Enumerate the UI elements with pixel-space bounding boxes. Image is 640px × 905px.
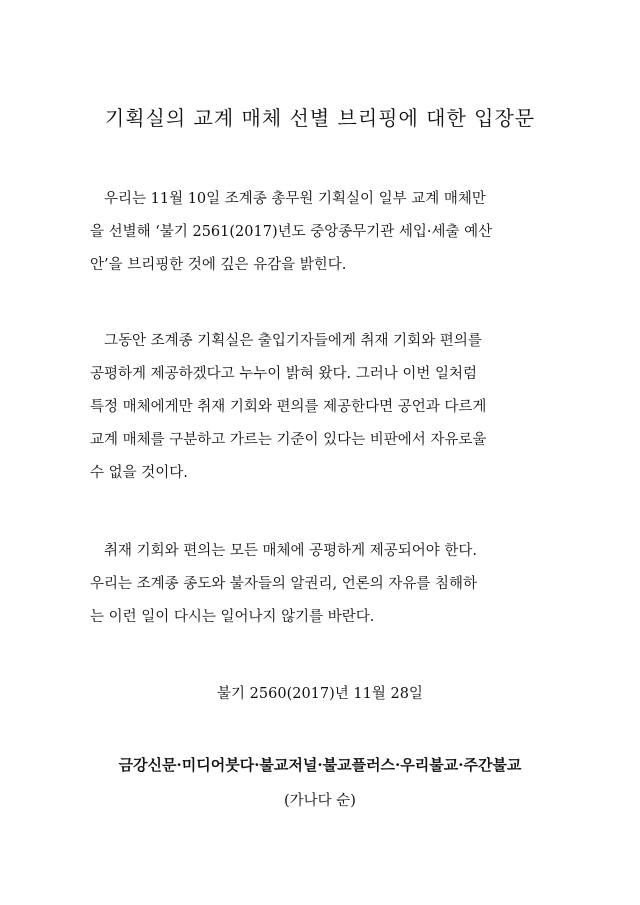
paragraph-line: 그동안 조계종 기획실은 출입기자들에게 취재 기회와 편의를 [104, 333, 482, 349]
paragraph-line: 우리는 11월 10일 조계종 총무원 기획실이 일부 교계 매체만 [104, 191, 486, 207]
document-title: 기획실의 교계 매체 선별 브리핑에 대한 입장문 [104, 106, 536, 130]
paragraph-1 [90, 183, 550, 282]
paragraph-2 [90, 325, 550, 490]
order-note: (가나다 순) [284, 793, 356, 809]
paragraph-3 [90, 535, 550, 634]
paragraph-line: 특정 매체에게만 취재 기회와 편의를 제공한다면 공언과 다르게 [90, 399, 487, 415]
paragraph-line: 우리는 조계종 종도와 불자들의 알권리, 언론의 자유를 침해하 [90, 576, 478, 592]
paragraph-line: 안’을 브리핑한 것에 깊은 유감을 밝힌다. [90, 257, 347, 273]
paragraph-line: 공평하게 제공하겠다고 누누이 밝혀 왔다. 그러나 이번 일처럼 [90, 366, 478, 382]
paragraph-line: 수 없을 것이다. [90, 465, 188, 481]
paragraph-line: 을 선별해 ‘불기 2561(2017)년도 중앙종무기관 세입·세출 예산 [90, 224, 493, 240]
paragraph-line: 취재 기회와 편의는 모든 매체에 공평하게 제공되어야 한다. [104, 543, 478, 559]
paragraph-line: 는 이런 일이 다시는 일어나지 않기를 바란다. [90, 609, 375, 625]
statement-date: 불기 2560(2017)년 11월 28일 [217, 686, 423, 702]
signatory-list: 금강신문·미디어붓다·불교저널·불교플러스·우리불교·주간불교 [118, 756, 522, 774]
paragraph-line: 교계 매체를 구분하고 가르는 기준이 있다는 비판에서 자유로울 [90, 432, 487, 448]
